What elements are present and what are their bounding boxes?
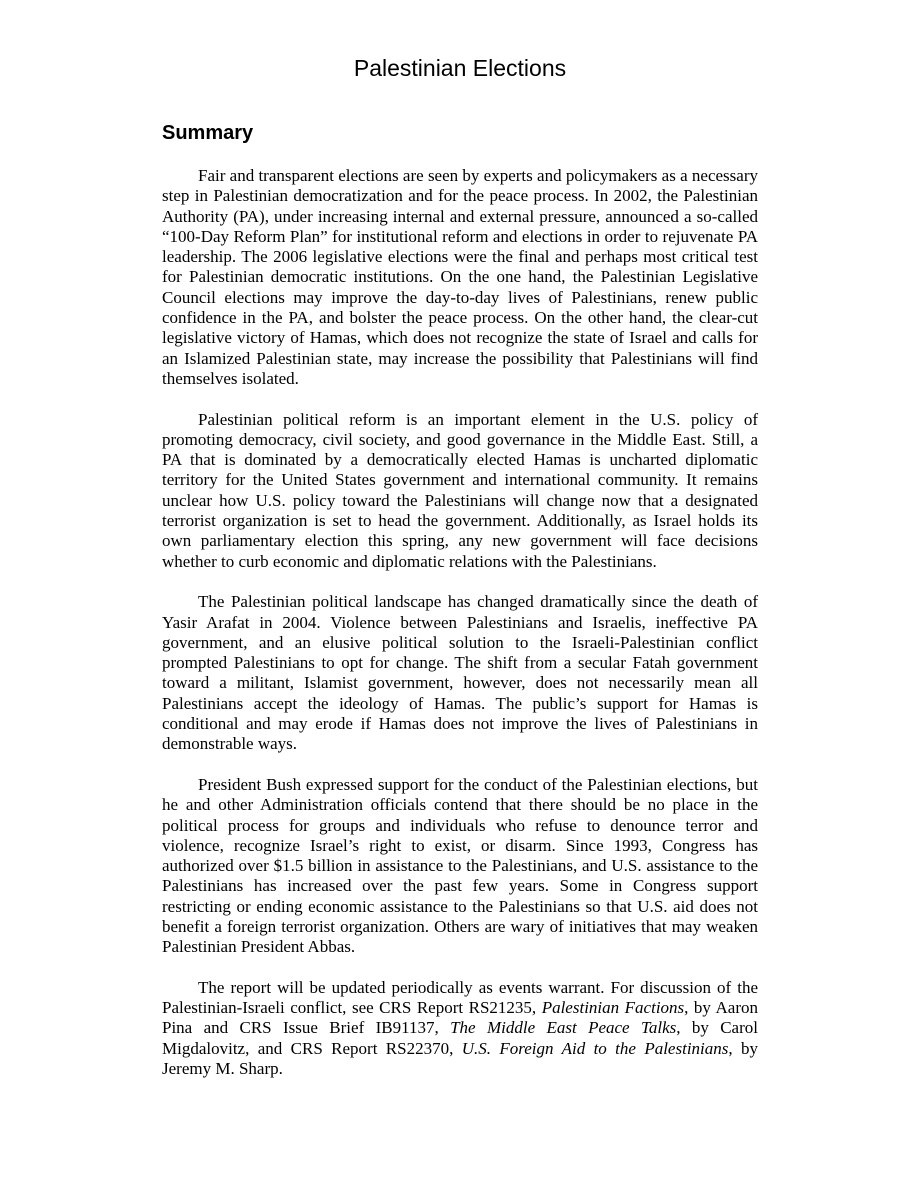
section-heading: Summary [162, 122, 254, 144]
paragraph-text: Fair and transparent elections are seen by experts and policymakers as a necessary step in Palestinian democratization and for the peace process. In 2002, the Palestinian Authority (PA), under increasing internal and external pressure, announced a so-called “100-Day Reform Plan” for institutional reform and elections in order to rejuvenate PA leadership. The 2006 legislative elections were the final and perhaps most critical test for Palestinian democratic institutions. On the one hand, the Palestinian Legislative Council elections may improve the day-to-day lives of Palestinians, renew public confidence in the PA, and bolster the peace process. On the other hand, the clear-cut legislative victory of Hamas, which does not recognize the state of Israel and calls for an Islamized Palestinian state, may increase the possibility that Palestinians will find themselves isolated. [162, 166, 758, 388]
report-title-palestinian-factions: Palestinian Factions [541, 998, 685, 1018]
paragraph-text: , by Jeremy M. Sharp. [162, 1038, 759, 1079]
paragraph-text: The Palestinian political landscape has changed dramatically since the death of Yasir Arafat in 2004. Violence between Palestinians and Israelis, ineffective PA government, and an elusive political solution to the Israeli-Palestinian conflict prompted Palestinians to opt for change. The shift from a secular Fatah government toward a militant, Islamist government, however, does not necessarily mean all Palestinians accept the ideology of Hamas. The public’s support for Hamas is conditional and may erode if Hamas does not improve the lives of Palestinians in demonstrable ways. [162, 592, 758, 754]
summary-paragraph-1 [162, 166, 758, 389]
summary-body [162, 166, 758, 1100]
paragraph-text: Palestinian political reform is an important element in the U.S. policy of promoting democracy, civil society, and good governance in the Middle East. Still, a PA that is dominated by a democratically elected Hamas is uncharted diplomatic territory for the United States government and international community. It remains unclear how U.S. policy toward the Palestinians will change now that a designated terrorist organization is set to head the government. Additionally, as Israel holds its own parliamentary election this spring, any new government will face decisions whether to curb economic and diplomatic relations with the Palestinians. [162, 409, 758, 571]
paragraph-text: President Bush expressed support for the conduct of the Palestinian elections, but he and other Administration officials contend that there should be no place in the political process for groups and individuals who refuse to denounce terror and violence, recognize Israel’s right to exist, or disarm. Since 1993, Congress has authorized over $1.5 billion in assistance to the Palestinians, and U.S. assistance to the Palestinians has increased over the past few years. Some in Congress support restricting or ending economic assistance to the Palestinians so that U.S. aid does not benefit a foreign terrorist organization. Others are wary of initiatives that may weaken Palestinian President Abbas. [162, 774, 758, 957]
summary-paragraph-5 [162, 978, 758, 1079]
page-title: Palestinian Elections [353, 55, 567, 81]
paragraph-text: , by Carol Migdalovitz, and CRS Report RS22370, [162, 1018, 758, 1058]
paragraph-text: , by Aaron Pina and CRS Issue Brief IB91137, [162, 998, 758, 1038]
summary-paragraph-3 [162, 592, 758, 754]
report-title-middle-east-peace-talks: The Middle East Peace Talks [450, 1018, 677, 1038]
paragraph-text: The report will be updated periodically as events warrant. For discussion of the Palestinian-Israeli conflict, see CRS Report RS21235, [162, 977, 758, 1018]
summary-paragraph-4 [162, 775, 758, 958]
summary-paragraph-2 [162, 410, 758, 572]
report-title-us-foreign-aid: U.S. Foreign Aid to the Palestinians [461, 1038, 729, 1058]
